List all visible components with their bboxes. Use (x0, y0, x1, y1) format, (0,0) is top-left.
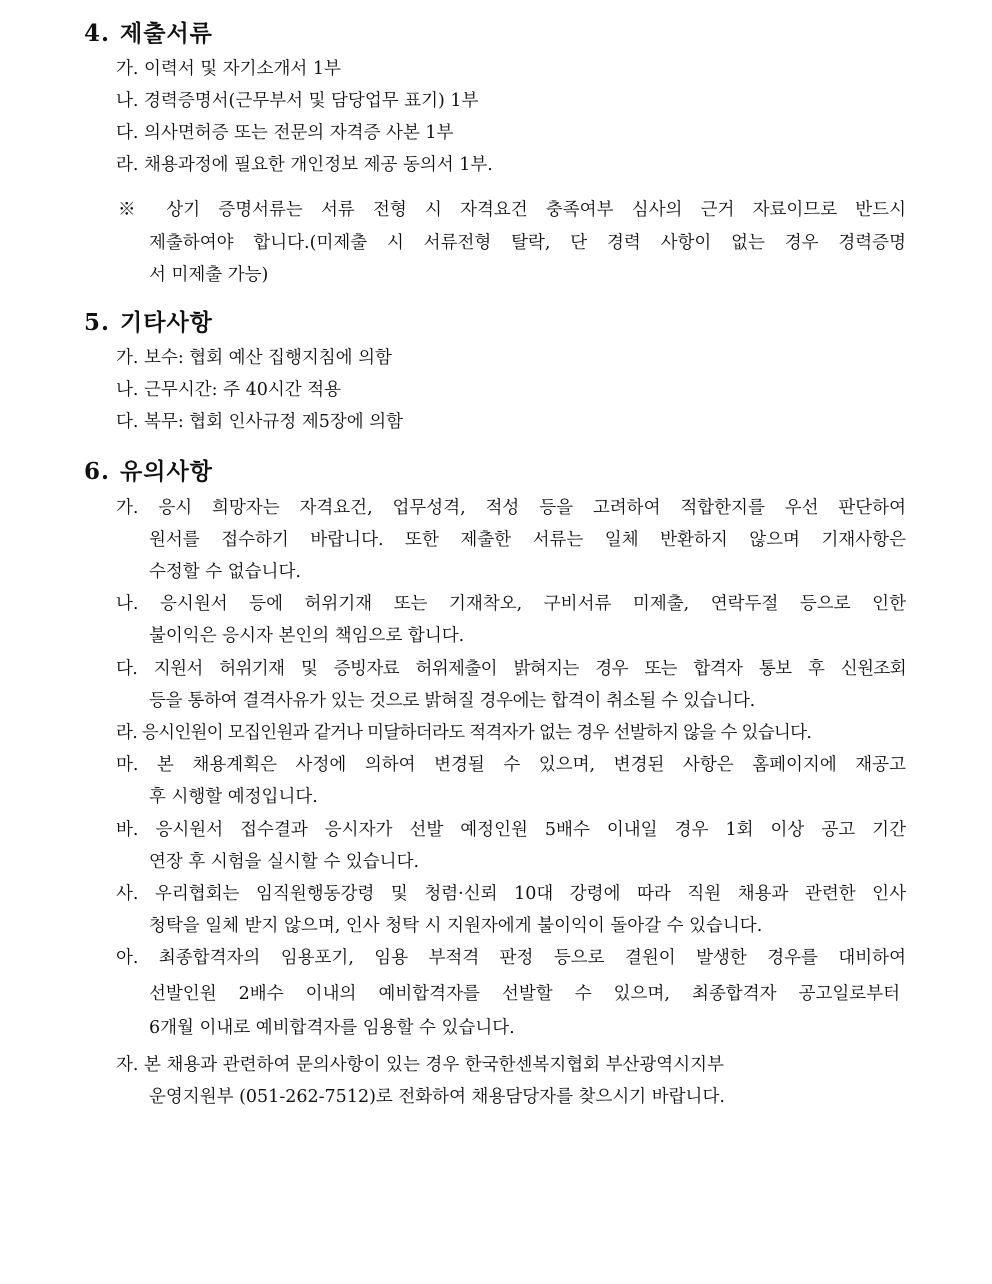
section-4-note-line: ※ 상기 증명서류는 서류 전형 시 자격요건 충족여부 심사의 근거 자료이므로 반드시 (118, 200, 906, 220)
section-6-item-line: 라. 응시인원이 모집인원과 같거나 미달하더라도 적격자가 없는 경우 선발하지 않을 수 있습니다. (116, 723, 812, 743)
section-6-item-line: 선발인원 2배수 이내의 예비합격자를 선발할 수 있으며, 최종합격자 공고일로부터 (149, 984, 900, 1004)
section-6-item-line: 자. 본 채용과 관련하여 문의사항이 있는 경우 한국한센복지협회 부산광역시지부 (116, 1055, 724, 1075)
section-6-item-line: 6개월 이내로 예비합격자를 임용할 수 있습니다. (149, 1018, 515, 1038)
section-4-number: 4. (84, 20, 111, 47)
section-4-item: 다. 의사면허증 또는 전문의 자격증 사본 1부 (116, 123, 454, 143)
section-4-item: 나. 경력증명서(근무부서 및 담당업무 표기) 1부 (116, 91, 479, 111)
section-4-item: 라. 채용과정에 필요한 개인정보 제공 동의서 1부. (116, 155, 493, 175)
section-6-item-line: 아. 최종합격자의 임용포기, 임용 부적격 판정 등으로 결원이 발생한 경우를 대비하여 (116, 948, 906, 968)
section-6-number: 6. (84, 458, 111, 485)
section-6-item-line: 바. 응시원서 접수결과 응시자가 선발 예정인원 5배수 이내일 경우 1회 이상 공고 기간 (116, 820, 906, 840)
section-6-item-line: 불이익은 응시자 본인의 책임으로 합니다. (149, 626, 465, 646)
section-5-item: 가. 보수: 협회 예산 집행지침에 의함 (116, 348, 392, 368)
section-6-item-line: 마. 본 채용계획은 사정에 의하여 변경될 수 있으며, 변경된 사항은 홈페이지에 재공고 (116, 755, 906, 775)
section-6-item-line: 가. 응시 희망자는 자격요건, 업무성격, 적성 등을 고려하여 적합한지를 우선 판단하여 (116, 498, 906, 518)
section-5-item: 다. 복무: 협회 인사규정 제5장에 의함 (116, 412, 404, 432)
section-6-item-line: 등을 통하여 결격사유가 있는 것으로 밝혀질 경우에는 합격이 취소될 수 있습니다. (149, 691, 755, 711)
section-6-item-line: 청탁을 일체 받지 않으며, 인사 청탁 시 지원자에게 불이익이 돌아갈 수 있습니다. (149, 916, 763, 936)
section-6-heading (84, 456, 213, 488)
section-5-number: 5. (84, 309, 111, 336)
section-6-item-line: 사. 우리협회는 임직원행동강령 및 청렴·신뢰 10대 강령에 따라 직원 채용과 관련한 인사 (116, 884, 906, 904)
section-4-note-line: 제출하여야 합니다.(미제출 시 서류전형 탈락, 단 경력 사항이 없는 경우 경력증명 (149, 233, 906, 253)
section-6-item-line: 수정할 수 없습니다. (149, 562, 301, 582)
section-4-title: 제출서류 (120, 21, 213, 47)
section-4-note-line: 서 미제출 가능) (149, 265, 269, 285)
section-4-item: 가. 이력서 및 자기소개서 1부 (116, 59, 341, 79)
section-6-item-line: 연장 후 시험을 실시할 수 있습니다. (149, 852, 420, 872)
section-6-item-line: 나. 응시원서 등에 허위기재 또는 기재착오, 구비서류 미제출, 연락두절 등으로 인한 (116, 594, 906, 614)
section-5-heading (84, 307, 213, 339)
section-4-heading (84, 18, 213, 50)
section-6-item-line: 운영지원부 (051-262-7512)로 전화하여 채용담당자를 찾으시기 바랍니다. (149, 1087, 725, 1107)
section-5-item: 나. 근무시간: 주 40시간 적용 (116, 380, 342, 400)
section-6-item-line: 후 시행할 예정입니다. (149, 787, 318, 807)
section-5-title: 기타사항 (120, 310, 213, 336)
section-6-item-line: 다. 지원서 허위기재 및 증빙자료 허위제출이 밝혀지는 경우 또는 합격자 통보 후 신원조회 (116, 659, 906, 679)
section-6-title: 유의사항 (120, 459, 213, 485)
section-6-item-line: 원서를 접수하기 바랍니다. 또한 제출한 서류는 일체 반환하지 않으며 기재사항은 (149, 530, 906, 550)
